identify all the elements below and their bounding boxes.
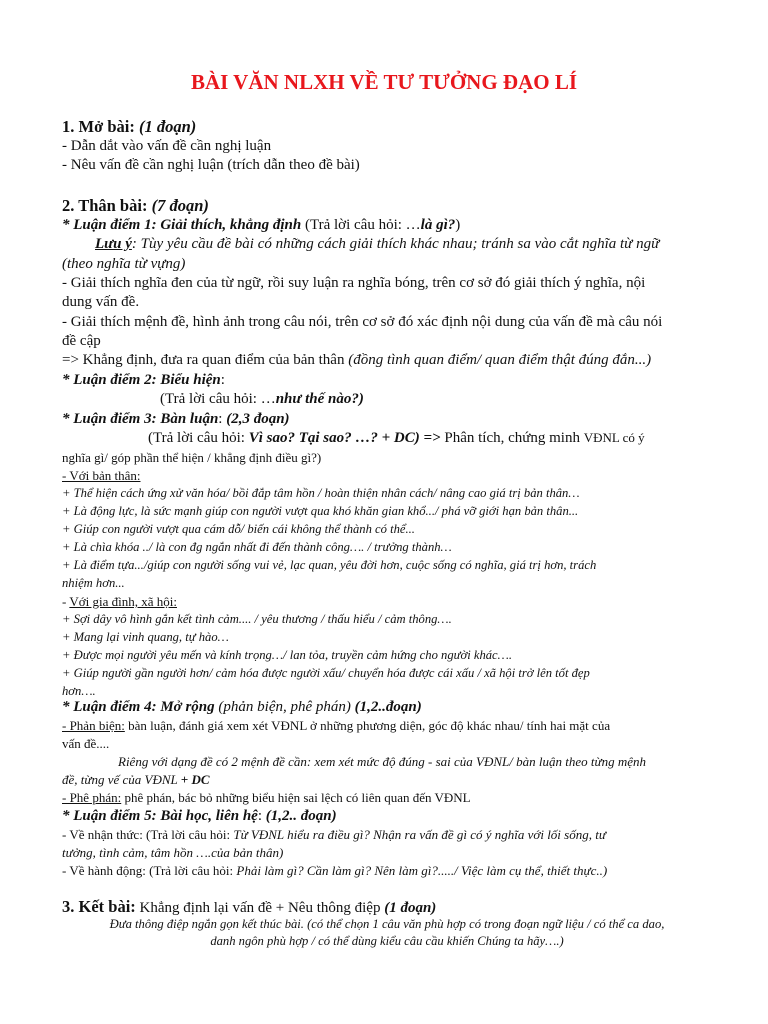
than-bai-count: (7 đoạn): [151, 196, 209, 215]
luan-diem-3-colon: :: [218, 411, 227, 427]
than-bai-heading: [62, 197, 712, 215]
ld3-question-cont: nghĩa gì/ góp phần thể hiện / khẳng định điều gì?): [62, 450, 322, 465]
ket-bai-text: Khẳng định lại vấn đề + Nêu thông điệp: [135, 900, 385, 916]
rieng-note-cont: [62, 773, 712, 787]
ld1-conclusion-em: (đồng tình quan điểm/ quan điểm thật đúng đắn...): [348, 352, 652, 368]
ld3-question-rest: Phân tích, chứng minh: [440, 430, 584, 446]
ld1-line: dung vấn đề.: [62, 294, 140, 310]
rieng-cont-bold: + DC: [180, 772, 210, 787]
sub-voi-ban-than: - Với bản thân:: [62, 468, 141, 483]
luan-diem-5-count: (1,2.. đoạn): [265, 808, 337, 824]
ban-than-item: + Là điểm tựa.../giúp con người sống vui vẻ, lạc quan, yêu đời hơn, cuộc sống có nghĩa, giá trị hơn, trách: [62, 558, 597, 572]
ban-than-item: + Là động lực, là sức mạnh giúp con người vượt qua khó khăn gian khổ.../ phá vỡ giới hạn bản thân...: [62, 504, 579, 518]
ban-than-item: + Là chìa khóa ../ là con đg ngắn nhất đi đến thành công…. / trưởng thành…: [62, 540, 452, 554]
luan-diem-5: [62, 808, 712, 825]
luan-diem-2-question: [160, 391, 768, 408]
luan-diem-1-question-em: là gì?: [420, 217, 456, 233]
than-bai-label: 2. Thân bài:: [62, 196, 148, 215]
luan-diem-5-colon: :: [257, 808, 266, 824]
ld3-question-em: Vì sao? Tại sao? …? + DC) =>: [248, 430, 441, 446]
mo-bai-label: 1. Mở bài:: [62, 117, 135, 136]
rieng-cont-text: đề, từng vế của VĐNL: [62, 772, 181, 787]
gia-dinh-item: + Được mọi người yêu mến và kính trọng…/ lan tỏa, truyền cảm hứng cho người khác….: [62, 648, 512, 662]
luan-diem-1-question: (Trả lời câu hỏi: …: [301, 217, 421, 233]
gia-dinh-item: + Sợi dây vô hình gắn kết tình cảm.... / yêu thương / thấu hiểu / cảm thông….: [62, 612, 452, 626]
phan-bien: [62, 719, 712, 733]
luan-diem-3-label: * Luận điểm 3: Bàn luận: [62, 411, 219, 427]
ket-bai-label: 3. Kết bài:: [62, 897, 136, 916]
hanh-dong-text: - Về hành động: (Trả lời câu hỏi:: [62, 863, 237, 878]
hanh-dong: [62, 864, 712, 878]
phan-bien-label: - Phản biện:: [62, 718, 125, 733]
nhan-thuc-em: Từ VĐNL hiểu ra điều gì? Nhận ra vấn đề gì có ý nghĩa với lối sống, tư: [233, 827, 606, 842]
ban-than-item: + Thể hiện cách ứng xử văn hóa/ bồi đắp tâm hồn / hoàn thiện nhân cách/ nâng cao giá trị bản thân…: [62, 486, 580, 500]
luan-diem-4-paren: (phản biện, phê phán): [214, 699, 351, 715]
ld1-line: - Giải thích nghĩa đen của từ ngữ, rồi suy luận ra nghĩa bóng, trên cơ sở đó giải thích ý nghĩa, nội: [62, 275, 646, 291]
luan-diem-3-count: (2,3 đoạn): [226, 411, 290, 427]
ket-bai-heading: [62, 898, 712, 917]
luan-diem-2-label: * Luận điểm 2: Biểu hiện: [62, 372, 221, 388]
luu-y-note: [95, 236, 745, 253]
ld1-line: - Giải thích mệnh đề, hình ảnh trong câu nói, trên cơ sở đó xác định nội dung của vấn đề mà câu nói: [62, 314, 663, 330]
ket-bai-note: danh ngôn phù hợp / có thể dùng kiểu câu cầu khiến Chúng ta hãy….): [210, 934, 564, 948]
phe-phan-text: phê phán, bác bỏ những biểu hiện sai lệch có liên quan đến VĐNL: [121, 790, 471, 805]
phan-bien-cont: vấn đề....: [62, 736, 110, 751]
luan-diem-2-colon: :: [220, 372, 225, 388]
phan-bien-text: bàn luận, đánh giá xem xét VĐNL ở những phương diện, góc độ khác nhau/ tính hai mặt của: [124, 718, 611, 733]
ban-than-item: nhiệm hơn...: [62, 576, 125, 590]
mo-bai-line: - Nêu vấn đề cần nghị luận (trích dẫn theo đề bài): [62, 157, 360, 173]
mo-bai-line: - Dẫn dắt vào vấn đề cần nghị luận: [62, 138, 272, 154]
luu-y-cont: (theo nghĩa từ vựng): [62, 256, 186, 272]
luan-diem-2: [62, 372, 712, 389]
phe-phan: [62, 791, 712, 805]
gia-dinh-item: + Giúp người gần người hơn/ cảm hóa được người xấu/ chuyển hóa được cái xấu / xã hội trở lên tốt đẹp: [62, 666, 590, 680]
luan-diem-4-count: (1,2..đoạn): [350, 699, 422, 715]
hanh-dong-em: Phải làm gì? Cần làm gì? Nên làm gì?...../ Việc làm cụ thể, thiết thực..): [236, 863, 608, 878]
luan-diem-3: [62, 411, 712, 428]
luu-y-label: Lưu ý: [95, 236, 132, 252]
luan-diem-1: [62, 217, 712, 234]
phe-phan-label: - Phê phán:: [62, 790, 122, 805]
sub2-dash: -: [62, 594, 70, 609]
ld2-question-em: như thế nào?): [275, 391, 364, 407]
ban-than-item: + Giúp con người vượt qua cám dỗ/ biến cái không thể thành có thể...: [62, 522, 415, 536]
mo-bai-heading: [62, 118, 712, 136]
ket-bai-note: Đưa thông điệp ngắn gọn kết thúc bài. (có thể chọn 1 câu văn phù hợp có trong đoạn ngữ liệu / có thể ca dao,: [109, 917, 665, 931]
sub2-label: Với gia đình, xã hội:: [69, 594, 177, 609]
luan-diem-1-label: * Luận điểm 1: Giải thích, khẳng định: [62, 217, 302, 233]
sub-voi-gia-dinh: [62, 595, 712, 609]
ld2-question-text: (Trả lời câu hỏi: …: [160, 391, 276, 407]
luu-y-text: : Tùy yêu cầu đề bài có những cách giải thích khác nhau; tránh sa vào cắt nghĩa từ ngữ: [131, 236, 660, 252]
document-title: BÀI VĂN NLXH VỀ TƯ TƯỞNG ĐẠO LÍ: [190, 70, 578, 94]
ld1-conclusion: [62, 352, 712, 369]
luan-diem-4-label: * Luận điểm 4: Mở rộng: [62, 699, 215, 715]
luan-diem-4: [62, 699, 712, 716]
luan-diem-5-label: * Luận điểm 5: Bài học, liên hệ: [62, 808, 258, 824]
luan-diem-3-question: [148, 430, 768, 447]
luan-diem-1-question-close: ): [455, 217, 461, 233]
ld1-line: đề cập: [62, 333, 101, 349]
ld1-conclusion-text: => Khẳng định, đưa ra quan điểm của bản thân: [62, 352, 349, 368]
gia-dinh-item: hơn….: [62, 684, 96, 698]
ket-bai-count: (1 đoạn): [384, 900, 437, 916]
nhan-thuc-text: - Về nhận thức: (Trả lời câu hỏi:: [62, 827, 234, 842]
mo-bai-count: (1 đoạn): [138, 117, 197, 136]
nhan-thuc: [62, 828, 712, 842]
rieng-note: Riêng với dạng đề có 2 mệnh đề cần: xem xét mức độ đúng - sai của VĐNL/ bàn luận theo từng mệnh: [118, 754, 647, 769]
ld3-question-small: VĐNL có ý: [583, 430, 645, 445]
gia-dinh-item: + Mang lại vinh quang, tự hào…: [62, 630, 229, 644]
nhan-thuc-cont: tưởng, tình cảm, tâm hồn ….của bản thân): [62, 845, 284, 860]
ld3-question-text: (Trả lời câu hỏi:: [148, 430, 249, 446]
